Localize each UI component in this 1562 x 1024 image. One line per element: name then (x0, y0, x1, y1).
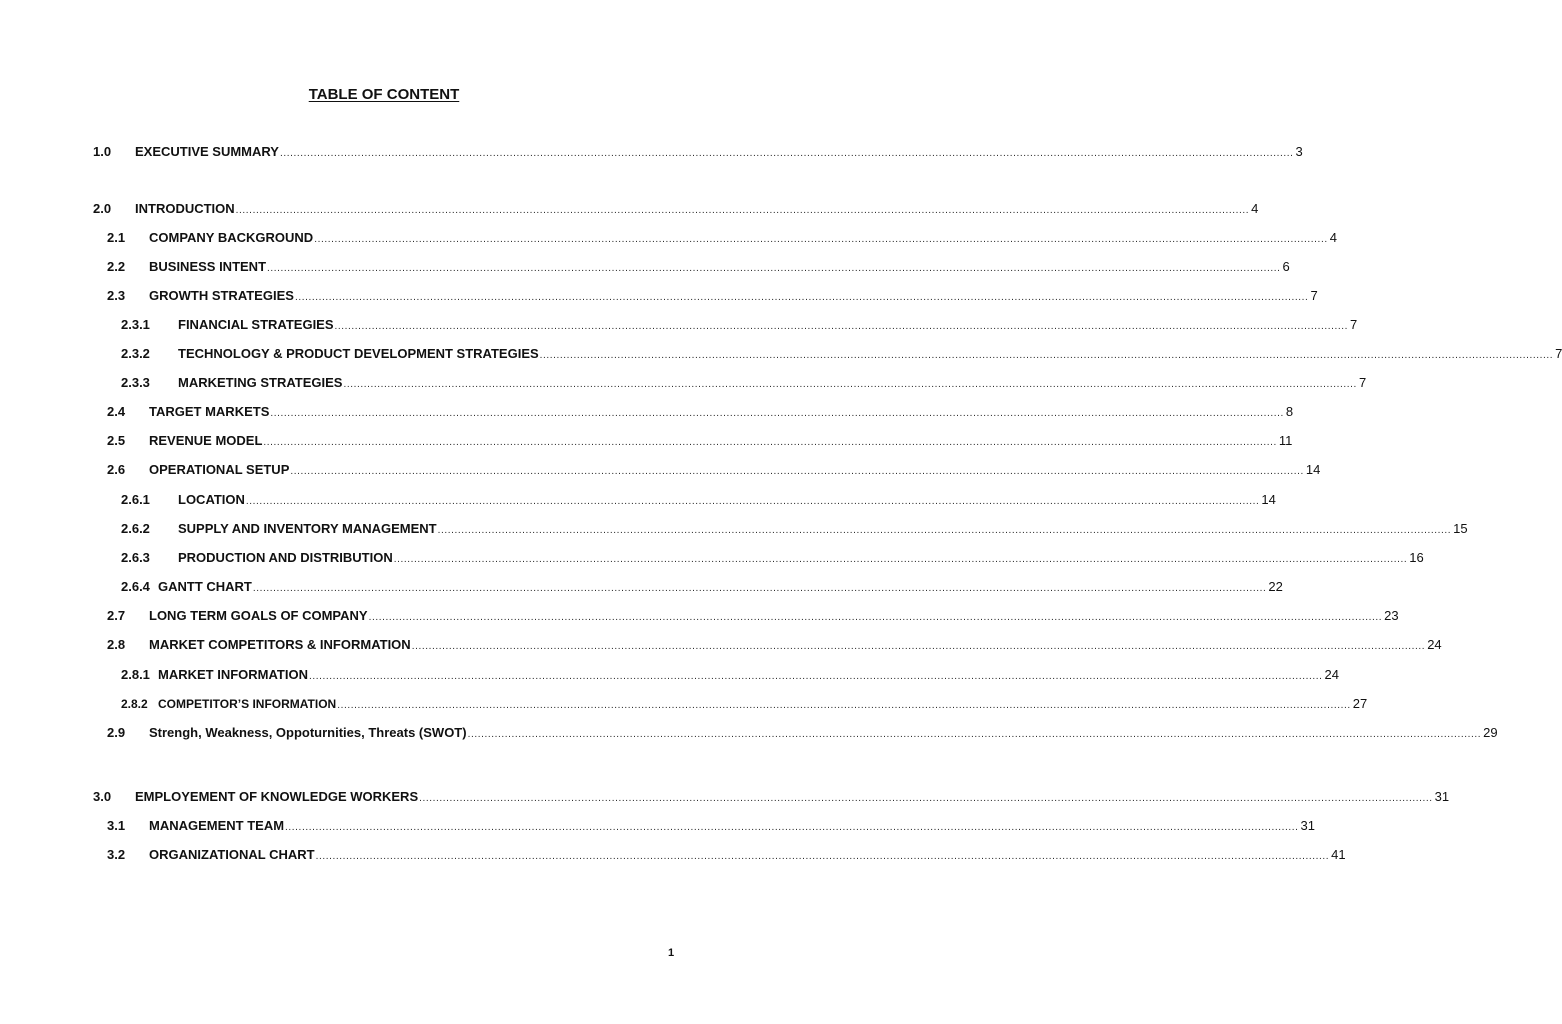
toc-entry-number: 2.3.2 (121, 346, 150, 361)
toc-entry-label: ORGANIZATIONAL CHART (149, 847, 315, 862)
toc-entry-number: 3.1 (107, 818, 126, 833)
toc-entry[interactable] (121, 666, 1339, 684)
toc-dot-leader: ............................................................................................................................................................................................................................................................................................................ (539, 350, 1554, 361)
toc-dot-leader: ............................................................................................................................................................................................................................................................................................................ (368, 612, 1383, 623)
toc-entry-number: 3.0 (93, 789, 112, 804)
toc-entry[interactable] (107, 636, 1442, 654)
toc-entry-number: 2.4 (107, 404, 126, 419)
toc-entry[interactable] (107, 817, 1316, 835)
toc-entry-number: 2.5 (107, 433, 126, 448)
toc-entry-number: 2.7 (107, 608, 126, 623)
toc-entry-number: 2.9 (107, 725, 126, 740)
toc-entry-label: REVENUE MODEL (149, 433, 263, 448)
toc-entry-page: 41 (1331, 847, 1346, 862)
toc-entry[interactable] (107, 287, 1318, 305)
toc-entry-page: 31 (1300, 818, 1316, 833)
toc-entry-label: INTRODUCTION (135, 201, 235, 216)
toc-dot-leader: ............................................................................................................................................................................................................................................................................................................ (437, 525, 1452, 536)
toc-entry-label: LOCATION (178, 492, 245, 507)
toc-dot-leader: ............................................................................................................................................................................................................................................................................................................ (235, 205, 1250, 216)
toc-entry[interactable] (107, 258, 1290, 276)
toc-entry-page: 24 (1427, 637, 1442, 652)
toc-entry-number: 2.0 (93, 201, 112, 216)
toc-entry-label: OPERATIONAL SETUP (149, 462, 290, 477)
toc-dot-leader: ............................................................................................................................................................................................................................................................................................................ (334, 321, 1349, 332)
toc-entry-label: LONG TERM GOALS OF COMPANY (149, 608, 368, 623)
page-number: 1 (667, 947, 675, 959)
toc-entry[interactable] (121, 374, 1367, 392)
toc-entry-number: 2.6.3 (121, 550, 150, 565)
toc-entry-page: 14 (1261, 492, 1276, 507)
toc-dot-leader: ............................................................................................................................................................................................................................................................................................................ (245, 496, 1260, 507)
toc-entry-number: 2.2 (107, 259, 126, 274)
toc-entry-page: 7 (1555, 346, 1562, 361)
toc-entry[interactable] (107, 846, 1346, 864)
toc-dot-leader: ............................................................................................................................................................................................................................................................................................................ (279, 148, 1294, 159)
toc-entry[interactable] (93, 788, 1450, 806)
toc-entry-page: 31 (1434, 789, 1450, 804)
toc-dot-leader: ............................................................................................................................................................................................................................................................................................................ (290, 466, 1304, 477)
toc-entry-number: 2.3.1 (121, 317, 150, 332)
toc-entry-label: BUSINESS INTENT (149, 259, 267, 274)
toc-dot-leader: ............................................................................................................................................................................................................................................................................................................ (267, 263, 1281, 274)
toc-dot-leader: ............................................................................................................................................................................................................................................................................................................ (393, 554, 1408, 565)
toc-entry-page: 27 (1352, 696, 1368, 711)
toc-entry-page: 4 (1251, 201, 1259, 216)
toc-entry[interactable] (121, 695, 1368, 713)
toc-entry-label: MARKET INFORMATION (158, 667, 308, 682)
toc-dot-leader: ............................................................................................................................................................................................................................................................................................................ (308, 671, 1323, 682)
toc-entry-label: FINANCIAL STRATEGIES (178, 317, 334, 332)
page-title: TABLE OF CONTENT (308, 86, 460, 103)
toc-entry-number: 3.2 (107, 847, 126, 862)
toc-entry[interactable] (121, 316, 1358, 334)
toc-entry-label: MARKETING STRATEGIES (178, 375, 343, 390)
toc-dot-leader: ............................................................................................................................................................................................................................................................................................................ (343, 379, 1357, 390)
toc-entry-number: 2.3 (107, 288, 126, 303)
toc-entry[interactable] (107, 403, 1294, 421)
toc-entry[interactable] (107, 607, 1399, 625)
toc-entry-number: 2.6.2 (121, 521, 150, 536)
toc-entry[interactable] (121, 520, 1468, 538)
toc-entry-number: 2.8.1 (121, 667, 150, 682)
toc-entry[interactable] (121, 345, 1562, 363)
toc-entry-number: 1.0 (93, 144, 112, 159)
toc-entry[interactable] (93, 200, 1259, 218)
toc-entry-number: 2.3.3 (121, 375, 150, 390)
toc-entry-page: 15 (1453, 521, 1468, 536)
toc-entry-page: 29 (1483, 725, 1498, 740)
toc-dot-leader: ............................................................................................................................................................................................................................................................................................................ (252, 583, 1267, 594)
toc-entry-number: 2.6.4 (121, 579, 150, 594)
toc-entry-number: 2.6.1 (121, 492, 150, 507)
toc-entry[interactable] (93, 143, 1303, 161)
toc-entry-page: 7 (1310, 288, 1318, 303)
toc-dot-leader: ............................................................................................................................................................................................................................................................................................................ (285, 822, 1299, 833)
toc-entry[interactable] (121, 491, 1276, 509)
toc-dot-leader: ............................................................................................................................................................................................................................................................................................................ (270, 408, 1284, 419)
toc-dot-leader: ............................................................................................................................................................................................................................................................................................................ (315, 851, 1330, 862)
toc-entry-label: GANTT CHART (158, 579, 252, 594)
toc-dot-leader: ............................................................................................................................................................................................................................................................................................................ (314, 234, 1328, 245)
toc-dot-leader: ............................................................................................................................................................................................................................................................................................................ (294, 292, 1309, 303)
toc-entry-page: 7 (1358, 375, 1367, 390)
toc-entry-page: 14 (1305, 462, 1321, 477)
toc-entry-page: 8 (1285, 404, 1294, 419)
toc-entry-label: COMPANY BACKGROUND (149, 230, 314, 245)
toc-dot-leader: ............................................................................................................................................................................................................................................................................................................ (337, 700, 1351, 711)
toc-entry-label: MARKET COMPETITORS & INFORMATION (149, 637, 411, 652)
toc-entry-label: TARGET MARKETS (149, 404, 270, 419)
toc-dot-leader: ............................................................................................................................................................................................................................................................................................................ (263, 437, 1277, 448)
toc-entry-page: 24 (1324, 667, 1339, 682)
toc-entry-label: EXECUTIVE SUMMARY (135, 144, 279, 159)
toc-entry-label: COMPETITOR’S INFORMATION (158, 697, 337, 711)
toc-entry-label: GROWTH STRATEGIES (149, 288, 294, 303)
toc-entry-page: 4 (1329, 230, 1337, 245)
toc-entry[interactable] (107, 461, 1321, 479)
toc-dot-leader: ............................................................................................................................................................................................................................................................................................................ (419, 793, 1433, 804)
toc-entry-page: 3 (1295, 144, 1303, 159)
toc-entry-number: 2.8 (107, 637, 126, 652)
toc-dot-leader: ............................................................................................................................................................................................................................................................................................................ (411, 641, 1426, 652)
toc-entry-label: MANAGEMENT TEAM (149, 818, 285, 833)
toc-entry-page: 16 (1409, 550, 1424, 565)
toc-entry[interactable] (121, 578, 1283, 596)
toc-entry[interactable] (121, 549, 1424, 567)
toc-entry[interactable] (107, 229, 1337, 247)
toc-entry[interactable] (107, 724, 1498, 742)
toc-entry-page: 22 (1268, 579, 1283, 594)
toc-dot-leader: ............................................................................................................................................................................................................................................................................................................ (467, 729, 1482, 740)
toc-entry-label: TECHNOLOGY & PRODUCT DEVELOPMENT STRATEGIES (178, 346, 539, 361)
toc-entry-label: SUPPLY AND INVENTORY MANAGEMENT (178, 521, 437, 536)
toc-entry-page: 6 (1282, 259, 1290, 274)
toc-entry-page: 7 (1350, 317, 1358, 332)
toc-entry-number: 2.8.2 (121, 697, 148, 711)
toc-entry-number: 2.6 (107, 462, 126, 477)
toc-entry-label: PRODUCTION AND DISTRIBUTION (178, 550, 393, 565)
toc-entry-label: EMPLOYEMENT OF KNOWLEDGE WORKERS (135, 789, 419, 804)
toc-entry-page: 11 (1278, 433, 1293, 448)
toc-entry[interactable] (107, 432, 1293, 450)
toc-entry-number: 2.1 (107, 230, 126, 245)
toc-entry-page: 23 (1384, 608, 1399, 623)
toc-entry-label: Strengh, Weakness, Oppoturnities, Threats (SWOT) (149, 725, 467, 740)
